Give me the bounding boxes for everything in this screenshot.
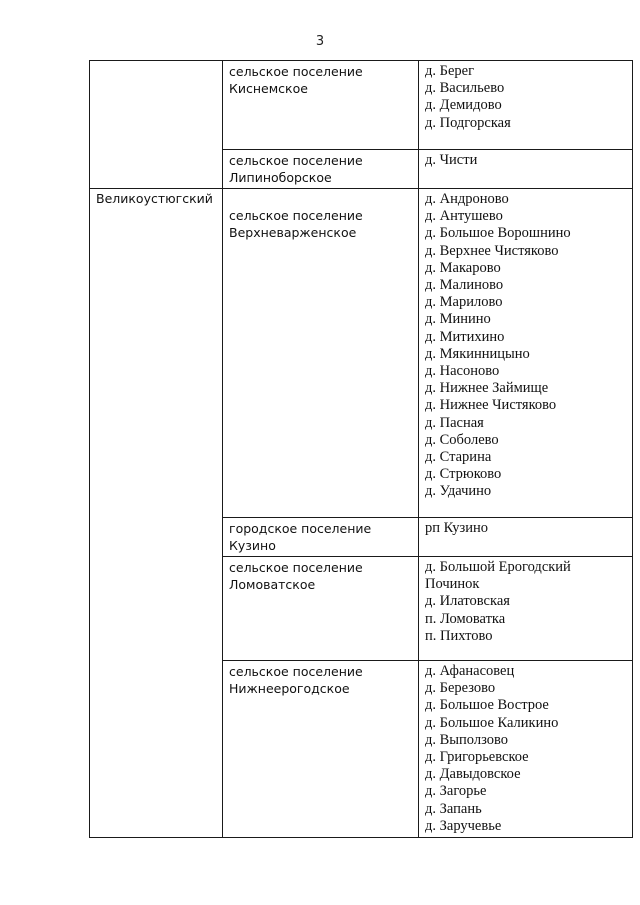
place-item: д. Нижнее Займище xyxy=(425,380,549,397)
place-item: Починок xyxy=(425,576,480,593)
settlement-cell xyxy=(223,150,419,189)
settlement-type: сельское поселение xyxy=(229,153,363,168)
places-cell xyxy=(419,61,633,150)
place-item: д. Малиново xyxy=(425,277,504,294)
table-row xyxy=(90,61,633,150)
settlement-cell xyxy=(223,557,419,661)
settlements-table xyxy=(89,60,633,838)
settlement-name: Верхневарженское xyxy=(229,225,357,240)
settlement-type: сельское поселение xyxy=(229,560,363,575)
place-item: д. Заручевье xyxy=(425,817,502,834)
place-item: д. Пасная xyxy=(425,414,484,431)
settlement-type: городское поселение xyxy=(229,521,372,536)
settlement-cell xyxy=(223,61,419,150)
places-cell xyxy=(419,150,633,189)
district-cell xyxy=(90,189,223,838)
place-item: рп Кузино xyxy=(425,520,488,536)
place-item: д. Давыдовское xyxy=(425,766,521,783)
place-item: д. Григорьевское xyxy=(425,749,529,766)
settlement-type: сельское поселение xyxy=(229,664,363,679)
table-row xyxy=(90,189,633,518)
place-item: д. Большое Вострое xyxy=(425,697,549,714)
settlement-name: Липиноборское xyxy=(229,170,332,185)
place-item: п. Пихтово xyxy=(425,627,493,644)
district-name: Великоустюгский xyxy=(96,191,213,206)
place-item: д. Андроново xyxy=(425,191,509,207)
page-number: 3 xyxy=(315,34,325,49)
place-item: д. Васильево xyxy=(425,80,505,97)
settlement-name: Нижнеерогодское xyxy=(229,681,350,696)
place-item: д. Загорье xyxy=(425,783,487,800)
place-item: д. Чисти xyxy=(425,152,478,168)
place-item: д. Марилово xyxy=(425,294,503,311)
place-item: д. Афанасовец xyxy=(425,663,515,679)
place-item: д. Антушево xyxy=(425,208,503,225)
settlement-cell xyxy=(223,518,419,557)
settlement-name: Киснемское xyxy=(229,81,308,96)
place-item: д. Старина xyxy=(425,449,492,466)
place-item: д. Большое Каликино xyxy=(425,714,559,731)
place-item: д. Берег xyxy=(425,63,475,79)
places-cell xyxy=(419,189,633,518)
place-item: д. Макарово xyxy=(425,259,501,276)
settlement-name: Ломоватское xyxy=(229,577,316,592)
place-item: д. Минино xyxy=(425,311,491,328)
place-item: д. Верхнее Чистяково xyxy=(425,242,559,259)
place-item: д. Мякинницыно xyxy=(425,345,530,362)
place-item: д. Насоново xyxy=(425,363,500,380)
place-item: д. Нижнее Чистяково xyxy=(425,397,557,414)
place-item: д. Березово xyxy=(425,680,496,697)
place-item: д. Большой Ерогодский xyxy=(425,559,571,575)
settlement-cell xyxy=(223,661,419,838)
settlement-name: Кузино xyxy=(229,538,276,553)
place-item: д. Митихино xyxy=(425,328,505,345)
places-cell xyxy=(419,661,633,838)
place-item: д. Подгорская xyxy=(425,114,511,131)
places-cell xyxy=(419,557,633,661)
place-item: д. Большое Ворошнино xyxy=(425,225,571,242)
place-item: д. Запань xyxy=(425,800,482,817)
places-cell xyxy=(419,518,633,557)
district-cell-empty xyxy=(90,61,223,189)
place-item: д. Выползово xyxy=(425,731,508,748)
settlement-cell xyxy=(223,189,419,518)
place-item: д. Илатовская xyxy=(425,593,510,610)
settlement-type: сельское поселение xyxy=(229,208,363,223)
place-item: д. Соболево xyxy=(425,431,499,448)
place-item: д. Демидово xyxy=(425,97,502,114)
place-item: п. Ломоватка xyxy=(425,610,506,627)
settlement-type: сельское поселение xyxy=(229,64,363,79)
place-item: д. Стрюково xyxy=(425,466,502,483)
place-item: д. Удачино xyxy=(425,483,492,500)
